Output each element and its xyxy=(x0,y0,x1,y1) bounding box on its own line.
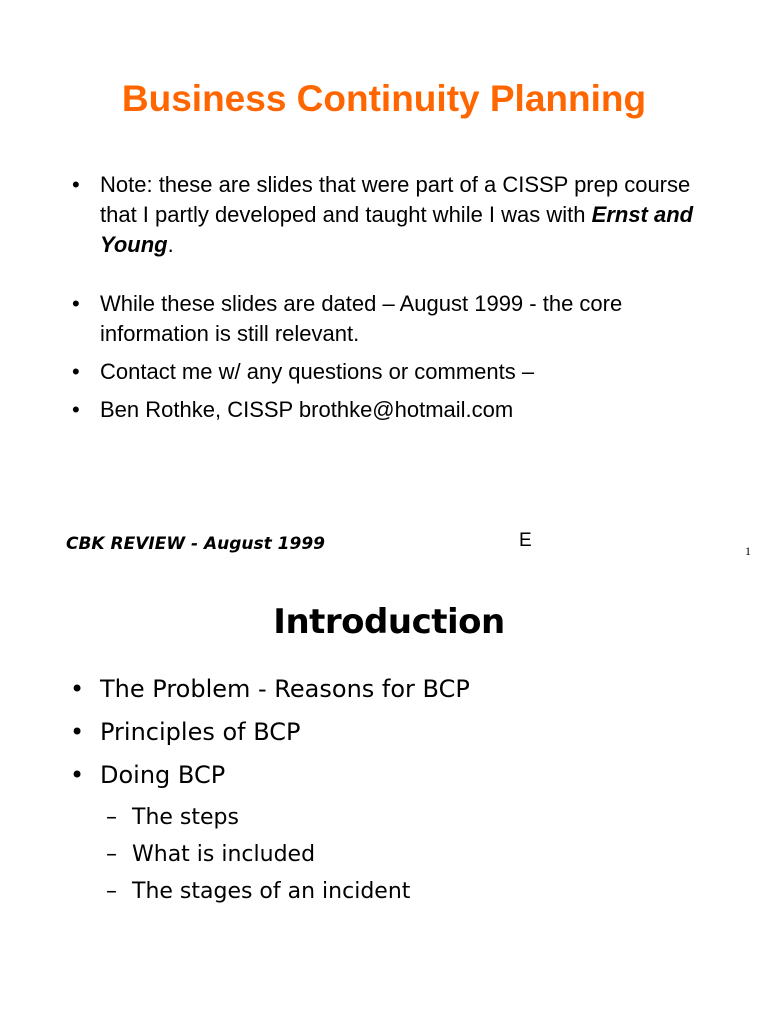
sub-bullet-included: – What is included xyxy=(100,836,720,873)
bullet-doing-bcp-label: Doing BCP xyxy=(100,761,226,789)
footer-logo-letter: E xyxy=(519,530,532,551)
page-number: 1 xyxy=(745,544,751,558)
bullet-contact: • Contact me w/ any questions or comments – xyxy=(72,357,722,387)
bullet-dated: • While these slides are dated – August 1999 - the core information is still relevant. xyxy=(72,289,722,349)
bullet-note-text: Note: these are slides that were part of a CISSP prep course that I partly developed and taught while I was with xyxy=(100,172,691,227)
bullet-note xyxy=(72,170,722,260)
sub-bullet-list xyxy=(100,797,720,910)
bullet-list xyxy=(70,668,720,910)
bullet-principles: • Principles of BCP xyxy=(70,711,720,754)
bullet-note-end: . xyxy=(167,232,174,257)
bullet-list xyxy=(72,170,722,425)
slide-title: Introduction xyxy=(273,602,505,642)
sub-bullet-stages: – The stages of an incident xyxy=(100,873,720,910)
bullet-note-emphasis: Ernst and Young xyxy=(100,202,694,257)
slide-title: Business Continuity Planning xyxy=(121,78,647,119)
bullet-problem: • The Problem - Reasons for BCP xyxy=(70,668,720,711)
sub-bullet-steps: – The steps xyxy=(100,799,720,836)
bullet-doing-bcp xyxy=(70,754,720,910)
bullet-author: • Ben Rothke, CISSP brothke@hotmail.com xyxy=(72,395,722,425)
footer-course-label: CBK REVIEW - August 1999 xyxy=(66,534,325,554)
slide-introduction xyxy=(0,580,768,1024)
